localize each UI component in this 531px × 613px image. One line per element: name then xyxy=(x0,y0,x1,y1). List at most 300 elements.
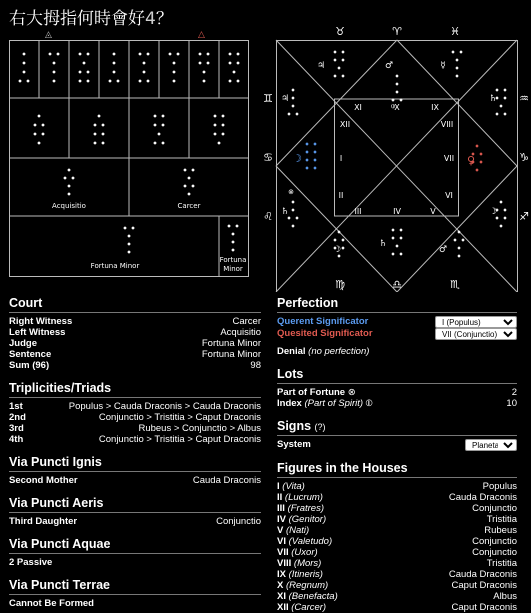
house-row xyxy=(277,569,517,580)
figure-dot xyxy=(495,112,498,115)
court-key: Sum (96) xyxy=(9,360,50,371)
moon-icon: ☽ xyxy=(488,207,498,217)
sign-aries: ♈ xyxy=(392,25,402,38)
house-row xyxy=(277,536,517,547)
court-key: Sentence xyxy=(9,349,52,360)
denial-line: Denial (no perfection) xyxy=(277,346,370,357)
figure-dot xyxy=(291,200,294,203)
left-witness-label: Acquisitio xyxy=(52,202,86,210)
figure-dot xyxy=(157,132,161,136)
house-key: II (Lucrum) xyxy=(277,492,323,503)
querent-label: Querent Significator xyxy=(277,316,369,327)
figure-dot xyxy=(67,168,71,172)
sign-aquarius: ♒ xyxy=(519,92,529,105)
court-value: 98 xyxy=(250,360,261,371)
house-value: Caput Draconis xyxy=(451,602,517,613)
sign-pisces: ♓ xyxy=(450,25,460,38)
figure-dot xyxy=(78,52,82,56)
house-row xyxy=(277,602,517,613)
figure-dot xyxy=(313,150,316,153)
figure-dot xyxy=(187,176,191,180)
figure-dot xyxy=(475,144,478,147)
sign-capricorn: ♑ xyxy=(519,151,529,164)
house-row xyxy=(277,580,517,591)
quesited-label: Quesited Significator xyxy=(277,328,373,339)
figure-dot xyxy=(475,168,478,171)
figure-dot xyxy=(333,50,336,53)
triplicity-key: 3rd xyxy=(9,423,24,434)
figure-dot xyxy=(97,114,101,118)
figure-dot xyxy=(86,79,90,83)
figure-dot xyxy=(217,141,221,145)
triplicity-value: Conjunctio > Tristitia > Caput Draconis xyxy=(98,434,261,445)
figure-dot xyxy=(391,252,394,255)
jupiter-icon: ♃ xyxy=(280,94,290,104)
house-number-vi: VI xyxy=(445,191,453,200)
house-value: Cauda Draconis xyxy=(448,569,517,580)
court-heading: Court xyxy=(9,296,261,313)
figure-dot xyxy=(451,50,454,53)
figure-dot xyxy=(198,61,202,65)
figure-dot xyxy=(236,52,240,56)
fortune-value: 2 xyxy=(511,387,517,398)
house-value: Tristitia xyxy=(486,514,517,525)
house-value: Cauda Draconis xyxy=(448,492,517,503)
house-value: Populus xyxy=(482,481,517,492)
triplicity-value: Rubeus > Conjunctio > Albus xyxy=(138,423,261,434)
figure-dot xyxy=(127,250,131,254)
figure-dot xyxy=(228,52,232,56)
figure-dot xyxy=(18,79,22,83)
triplicity-key: 1st xyxy=(9,401,23,412)
perfection-heading: Perfection xyxy=(277,296,517,313)
terrae-key: Cannot Be Formed xyxy=(9,598,94,609)
index-row: Index (Part of Spirit) ⦶ 10 xyxy=(277,398,517,409)
figure-dot xyxy=(22,70,26,74)
house-value: Rubeus xyxy=(484,525,517,536)
figure-dot xyxy=(399,252,402,255)
house-value: Conjunctio xyxy=(472,503,517,514)
figure-dot xyxy=(127,234,131,238)
figure-dot xyxy=(503,96,506,99)
figure-dot xyxy=(399,236,402,239)
figure-dot xyxy=(101,132,105,136)
figure-dot xyxy=(395,82,398,85)
figure-dot xyxy=(22,52,26,56)
figure-dot xyxy=(142,70,146,74)
figure-dot xyxy=(235,224,239,228)
figure-dot xyxy=(395,244,398,247)
court-row xyxy=(9,338,261,349)
system-row xyxy=(277,439,517,451)
figure-dot xyxy=(52,79,56,83)
figure-dot xyxy=(146,52,150,56)
figure-dot xyxy=(457,246,460,249)
figure-dot xyxy=(479,160,482,163)
lots-heading: Lots xyxy=(277,367,517,384)
figure-dot xyxy=(213,114,217,118)
house-number-xii: XII xyxy=(339,120,351,129)
terrae-heading: Via Puncti Terrae xyxy=(9,578,261,595)
figure-dot xyxy=(33,132,37,136)
figure-dot xyxy=(231,232,235,236)
house-row xyxy=(277,558,517,569)
judge-label: Fortuna Minor xyxy=(90,262,140,270)
figure-dot xyxy=(305,166,308,169)
figure-dot xyxy=(479,152,482,155)
figure-dot xyxy=(399,228,402,231)
index-marker: △ xyxy=(198,29,205,39)
figure-dot xyxy=(333,238,336,241)
figure-dot xyxy=(341,58,344,61)
figure-dot xyxy=(231,248,235,252)
figure-dot xyxy=(26,79,30,83)
court-value: Acquisitio xyxy=(220,327,261,338)
figure-dot xyxy=(172,79,176,83)
house-key: XI (Benefacta) xyxy=(277,591,338,602)
aquae-key: 2 Passive xyxy=(9,557,53,568)
figure-dot xyxy=(191,168,195,172)
figure-dot xyxy=(37,141,41,145)
right-witness-label: Carcer xyxy=(177,202,201,210)
house-number-ix: IX xyxy=(431,103,439,112)
figure-dot xyxy=(503,208,506,211)
house-number-iii: III xyxy=(354,207,362,216)
aeris-heading: Via Puncti Aeris xyxy=(9,496,261,513)
house-key: I (Vita) xyxy=(277,481,305,492)
figure-dot xyxy=(503,112,506,115)
triplicities-heading: Triplicities/Triads xyxy=(9,381,261,398)
jupiter-icon: ♃ xyxy=(316,61,326,71)
figure-dot xyxy=(138,52,142,56)
fortune-icon: ⊗ xyxy=(347,387,356,398)
figure-dot xyxy=(395,90,398,93)
sentence-label-1: Fortuna xyxy=(219,256,247,264)
quesited-row xyxy=(277,328,517,340)
aquae-row xyxy=(9,557,261,568)
house-number-vii: VII xyxy=(443,154,455,163)
court-row xyxy=(9,316,261,327)
figure-dot xyxy=(112,61,116,65)
page-title xyxy=(9,4,173,29)
figure-dot xyxy=(202,79,206,83)
fortune-symbol-icon: ⊗ xyxy=(288,188,294,196)
figure-dot xyxy=(457,254,460,257)
figure-dot xyxy=(305,150,308,153)
figure-dot xyxy=(176,52,180,56)
system-select[interactable] xyxy=(465,439,517,451)
figure-dot xyxy=(172,70,176,74)
ignis-row xyxy=(9,475,261,486)
triplicity-row xyxy=(9,412,261,423)
house-key: IX (Itineris) xyxy=(277,569,323,580)
court-key: Right Witness xyxy=(9,316,73,327)
figure-dot xyxy=(41,132,45,136)
figure-dot xyxy=(86,70,90,74)
house-key: V (Nati) xyxy=(277,525,310,536)
figure-dot xyxy=(112,52,116,56)
houses-heading: Figures in the Houses xyxy=(277,461,517,478)
saturn-icon: ♄ xyxy=(280,207,290,217)
house-number-ii: II xyxy=(338,191,344,200)
figure-dot xyxy=(499,200,502,203)
court-row xyxy=(9,360,261,371)
triplicity-key: 2nd xyxy=(9,412,26,423)
figure-dot xyxy=(161,123,165,127)
figure-dot xyxy=(232,70,236,74)
figure-dot xyxy=(341,74,344,77)
figure-dot xyxy=(78,70,82,74)
system-label: System xyxy=(277,439,311,450)
figure-dot xyxy=(63,176,67,180)
figure-dot xyxy=(71,176,75,180)
figure-dot xyxy=(305,142,308,145)
figure-dot xyxy=(455,58,458,61)
figure-dot xyxy=(37,114,41,118)
figure-dot xyxy=(295,216,298,219)
figure-dot xyxy=(453,238,456,241)
part-of-fortune-marker: ◬ xyxy=(45,29,52,39)
figure-dot xyxy=(455,66,458,69)
figure-dot xyxy=(101,141,105,145)
figure-dot xyxy=(337,66,340,69)
figure-dot xyxy=(395,74,398,77)
figure-dot xyxy=(291,208,294,211)
house-chart xyxy=(263,24,531,292)
title-number: 4 xyxy=(145,9,156,29)
figure-dot xyxy=(161,141,165,145)
figure-dot xyxy=(291,88,294,91)
moon-icon: ☽ xyxy=(332,245,342,255)
saturn-icon: ♄ xyxy=(378,239,388,249)
sign-cancer: ♋ xyxy=(263,151,273,164)
figure-dot xyxy=(499,224,502,227)
figure-dot xyxy=(287,112,290,115)
figure-dot xyxy=(236,61,240,65)
sign-scorpio: ♏ xyxy=(450,278,460,291)
querent-row xyxy=(277,316,517,328)
house-value: Tristitia xyxy=(486,558,517,569)
court-row xyxy=(9,349,261,360)
figure-dot xyxy=(67,184,71,188)
figure-dot xyxy=(305,158,308,161)
shield-chart xyxy=(9,40,249,278)
figure-dot xyxy=(461,238,464,241)
venus-icon: ♀ xyxy=(466,154,476,167)
sign-leo: ♌ xyxy=(263,210,273,223)
figure-dot xyxy=(93,132,97,136)
house-number-viii: VIII xyxy=(440,120,454,129)
figure-dot xyxy=(503,88,506,91)
signs-heading: Signs (?) xyxy=(277,419,517,436)
figure-dot xyxy=(52,61,56,65)
sentence-label-2: Minor xyxy=(223,265,243,273)
ignis-key: Second Mother xyxy=(9,475,78,486)
help-link[interactable]: (?) xyxy=(314,422,326,432)
figure-dot xyxy=(93,141,97,145)
figure-dot xyxy=(101,123,105,127)
figure-dot xyxy=(291,104,294,107)
ignis-value: Cauda Draconis xyxy=(192,475,261,486)
house-number-x: X xyxy=(394,103,400,112)
title-mark: ？ xyxy=(155,9,173,29)
figure-dot xyxy=(503,216,506,219)
figure-dot xyxy=(313,166,316,169)
house-row xyxy=(277,514,517,525)
figure-dot xyxy=(56,52,60,56)
sign-gemini: ♊ xyxy=(263,92,273,105)
figure-dot xyxy=(295,112,298,115)
figure-dot xyxy=(341,246,344,249)
figure-dot xyxy=(391,236,394,239)
figure-dot xyxy=(499,104,502,107)
house-key: VI (Valetudo) xyxy=(277,536,333,547)
figure-dot xyxy=(341,50,344,53)
house-number-iv: IV xyxy=(393,207,401,216)
figure-dot xyxy=(48,52,52,56)
house-key: VIII (Mors) xyxy=(277,558,322,569)
figure-dot xyxy=(231,240,235,244)
house-key: VII (Uxor) xyxy=(277,547,318,558)
triplicity-row xyxy=(9,434,261,445)
right-panel xyxy=(277,296,517,613)
house-row xyxy=(277,492,517,503)
figure-dot xyxy=(41,123,45,127)
triplicity-value: Populus > Cauda Draconis > Cauda Draconis xyxy=(68,401,261,412)
figure-dot xyxy=(213,132,217,136)
ignis-heading: Via Puncti Ignis xyxy=(9,455,261,472)
querent-select[interactable] xyxy=(435,316,517,328)
court-value: Fortuna Minor xyxy=(201,338,261,349)
aeris-key: Third Daughter xyxy=(9,516,78,527)
index-symbol-icon: ⦶ xyxy=(390,103,396,110)
court-key: Left Witness xyxy=(9,327,66,338)
index-icon: ⦶ xyxy=(365,398,373,409)
house-value: Caput Draconis xyxy=(451,580,517,591)
figure-dot xyxy=(455,74,458,77)
figure-dot xyxy=(236,79,240,83)
figure-dot xyxy=(142,61,146,65)
figure-dot xyxy=(333,58,336,61)
house-key: XII (Carcer) xyxy=(277,602,327,613)
figure-dot xyxy=(112,70,116,74)
house-value: Albus xyxy=(493,591,517,602)
figure-dot xyxy=(22,61,26,65)
house-row xyxy=(277,503,517,514)
sign-libra: ♎ xyxy=(392,278,402,291)
court-value: Fortuna Minor xyxy=(201,349,261,360)
left-panel xyxy=(9,296,261,609)
house-value: Conjunctio xyxy=(472,536,517,547)
house-number-v: V xyxy=(430,207,436,216)
figure-dot xyxy=(183,168,187,172)
figure-dot xyxy=(221,132,225,136)
sign-taurus: ♉ xyxy=(335,25,345,38)
figure-dot xyxy=(227,224,231,228)
sign-virgo: ♍ xyxy=(335,278,345,291)
figure-dot xyxy=(198,52,202,56)
figure-dot xyxy=(153,114,157,118)
figure-dot xyxy=(228,61,232,65)
triplicity-key: 4th xyxy=(9,434,24,445)
house-row xyxy=(277,591,517,602)
house-row xyxy=(277,481,517,492)
figure-dot xyxy=(202,70,206,74)
figure-dot xyxy=(183,184,187,188)
figure-dot xyxy=(138,79,142,83)
house-number-i: I xyxy=(339,154,343,163)
figure-dot xyxy=(131,226,135,230)
figure-dot xyxy=(78,79,82,83)
figure-dot xyxy=(86,52,90,56)
saturn-icon: ♄ xyxy=(488,94,498,104)
mercury-icon: ☿ xyxy=(440,61,446,71)
figure-dot xyxy=(291,224,294,227)
figure-dot xyxy=(116,79,120,83)
figure-dot xyxy=(206,52,210,56)
figure-dot xyxy=(459,50,462,53)
index-value: 10 xyxy=(506,398,517,409)
terrae-row xyxy=(9,598,261,609)
figure-dot xyxy=(123,226,127,230)
figure-dot xyxy=(108,79,112,83)
figure-dot xyxy=(221,123,225,127)
figure-dot xyxy=(67,192,71,196)
aquae-heading: Via Puncti Aquae xyxy=(9,537,261,554)
triplicity-row xyxy=(9,401,261,412)
sign-sagittarius: ♐ xyxy=(519,210,529,223)
quesited-select[interactable] xyxy=(435,328,517,340)
court-key: Judge xyxy=(9,338,37,349)
figure-dot xyxy=(341,238,344,241)
court-row xyxy=(9,327,261,338)
house-row xyxy=(277,525,517,536)
figure-dot xyxy=(391,228,394,231)
house-key: III (Fratres) xyxy=(277,503,324,514)
figure-dot xyxy=(82,61,86,65)
figure-dot xyxy=(33,123,37,127)
triplicity-value: Conjunctio > Tristitia > Caput Draconis xyxy=(98,412,261,423)
aeris-row xyxy=(9,516,261,527)
figure-dot xyxy=(291,96,294,99)
triplicity-row xyxy=(9,423,261,434)
figure-dot xyxy=(172,61,176,65)
mars-icon: ♂ xyxy=(438,245,448,255)
figure-dot xyxy=(52,70,56,74)
figure-dot xyxy=(206,61,210,65)
title-text: 右大拇指何時會好 xyxy=(9,9,145,29)
figure-dot xyxy=(495,88,498,91)
figure-dot xyxy=(127,242,131,246)
figure-dot xyxy=(187,192,191,196)
figure-dot xyxy=(213,123,217,127)
mars-icon: ♂ xyxy=(384,61,394,71)
house-key: IV (Genitor) xyxy=(277,514,327,525)
chart-inner-square xyxy=(335,99,459,216)
figure-dot xyxy=(153,123,157,127)
figure-dot xyxy=(221,114,225,118)
house-number-xi: XI xyxy=(354,103,362,112)
figure-dot xyxy=(313,158,316,161)
house-value: Conjunctio xyxy=(472,547,517,558)
court-value: Carcer xyxy=(232,316,261,327)
figure-dot xyxy=(228,79,232,83)
house-key: X (Regnum) xyxy=(277,580,329,591)
figure-dot xyxy=(168,52,172,56)
figure-dot xyxy=(313,142,316,145)
fortune-row: Part of Fortune ⊗ 2 xyxy=(277,387,517,398)
aeris-value: Conjunctio xyxy=(216,516,261,527)
